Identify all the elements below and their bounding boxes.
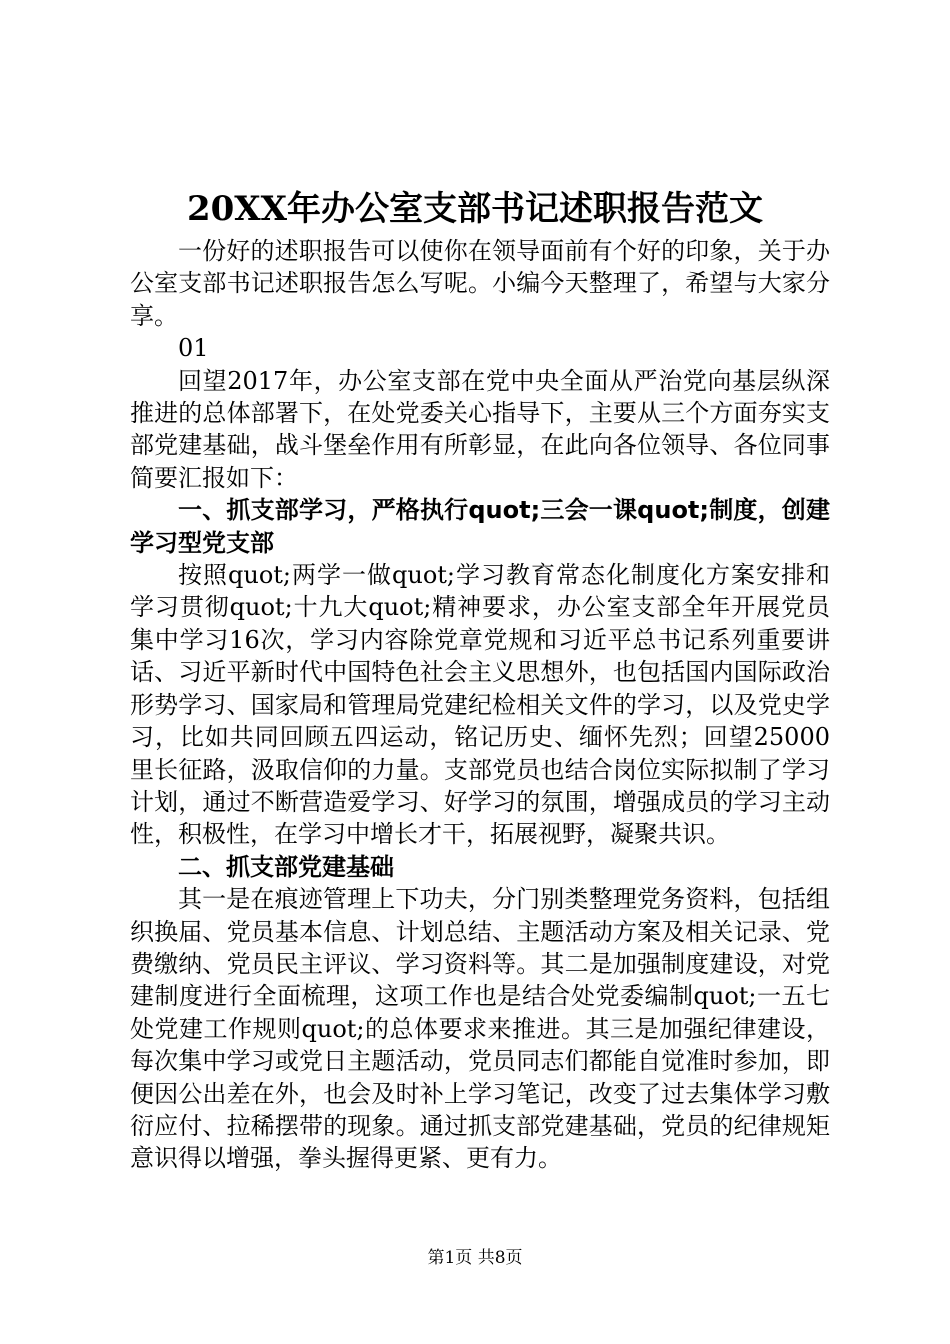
section-heading: 一、抓支部学习，严格执行quot;三会一课quot;制度，创建学习型党支部 <box>130 496 830 557</box>
paragraph: 一份好的述职报告可以使你在领导面前有个好的印象，关于办公室支部书记述职报告怎么写呢。小编今天整理了，希望与大家分享。 <box>130 237 830 330</box>
section-heading: 二、抓支部党建基础 <box>178 852 394 881</box>
paragraph: 01 <box>178 334 209 363</box>
document-body <box>130 235 830 1175</box>
paragraph: 其一是在痕迹管理上下功夫，分门别类整理党务资料，包括组织换届、党员基本信息、计划总结、主题活动方案及相关记录、党费缴纳、党员民主评议、学习资料等。其二是加强制度建设，对党建制度进行全面梳理，这项工作也是结合处党委编制quot;一五七处党建工作规则quot;的总体要求来推进。其三是加强纪律建设，每次集中学习或党日主题活动，党员同志们都能自觉准时参加，即便因公出差在外，也会及时补上学习笔记，改变了过去集体学习敷衍应付、拉稀摆带的现象。通过抓支部党建基础，党员的纪律规矩意识得以增强，拳头握得更紧、更有力。 <box>130 885 830 1173</box>
paragraph: 按照quot;两学一做quot;学习教育常态化制度化方案安排和学习贯彻quot;十九大quot;精神要求，办公室支部全年开展党员集中学习16次，学习内容除党章党规和习近平总书记系列重要讲话、习近平新时代中国特色社会主义思想外，也包括国内国际政治形势学习、国家局和管理局党建纪检相关文件的学习，以及党史学习，比如共同回顾五四运动，铭记历史、缅怀先烈；回望25000里长征路，汲取信仰的力量。支部党员也结合岗位实际拟制了学习计划，通过不断营造爱学习、好学习的氛围，增强成员的学习主动性，积极性，在学习中增长才干，拓展视野，凝聚共识。 <box>130 561 830 849</box>
paragraph: 回望2017年，办公室支部在党中央全面从严治党向基层纵深推进的总体部署下，在处党委关心指导下，主要从三个方面夯实支部党建基础，战斗堡垒作用有所彰显，在此向各位领导、各位同事简要汇报如下： <box>130 366 830 492</box>
page-number-footer: 第1页 共8页 <box>427 1248 523 1268</box>
document-title: 20XX年办公室支部书记述职报告范文 <box>186 189 764 229</box>
